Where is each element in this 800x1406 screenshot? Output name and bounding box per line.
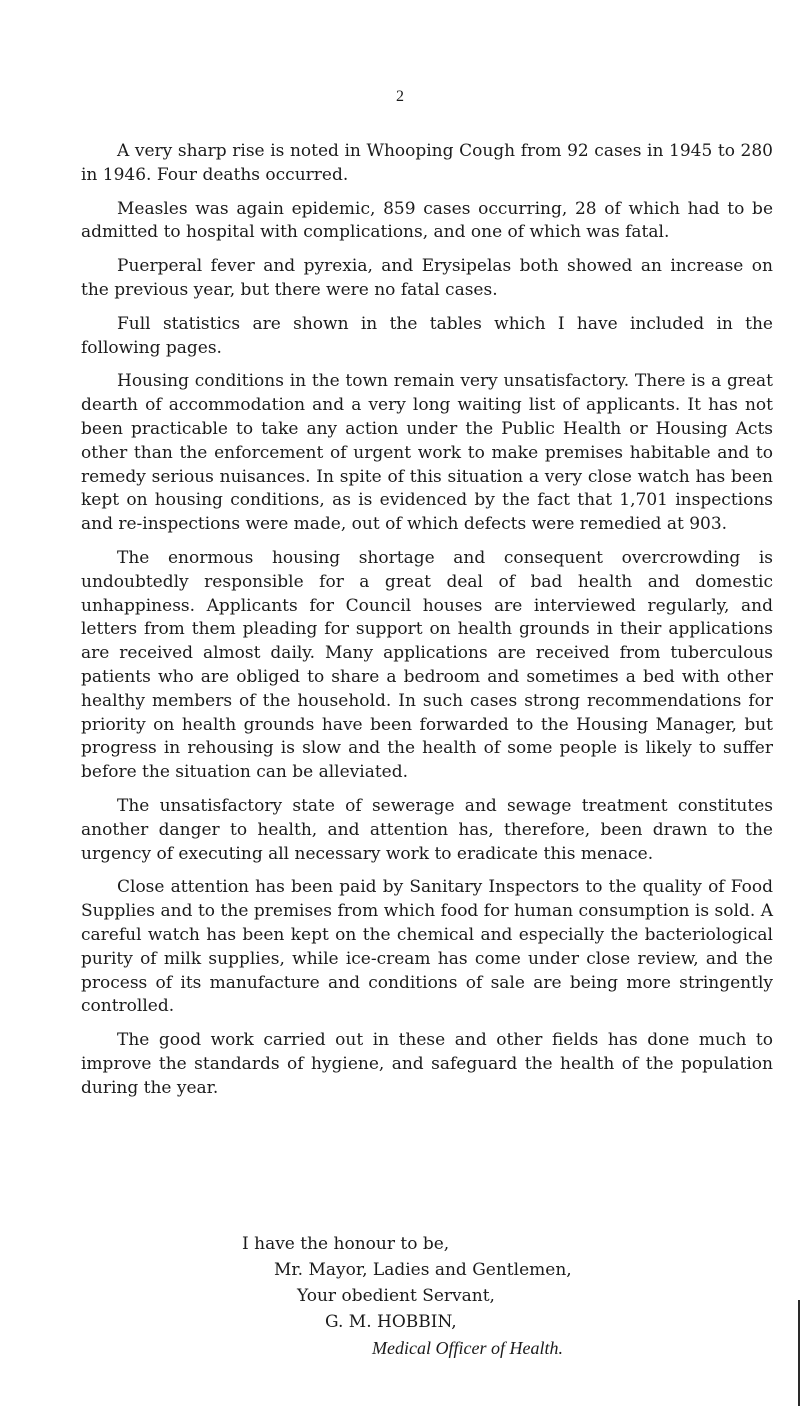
letter-body bbox=[81, 140, 773, 1110]
paragraph-housing-shortage: The enormous housing shortage and consequent overcrowding is undoubtedly responsible for a great deal of bad health and domestic unhappiness. Applicants for Council houses are interviewed regularly, and letters from them pleading for support on health grounds in their applications are received almost daily. Many applications are received from tuberculous patients who are obliged to share a bedroom and sometimes a bed with other healthy members of the household. In such cases strong recommendations for priority on health grounds have been forwarded to the Housing Manager, but progress in rehousing is slow and the health of some people is likely to suffer before the situation can be alleviated. bbox=[81, 547, 773, 783]
letter-closing bbox=[0, 1231, 800, 1361]
paragraph-good-work: The good work carried out in these and other fields has done much to improve the standards of hygiene, and safeguard the health of the population during the year. bbox=[81, 1030, 773, 1098]
signatory-title: Medical Officer of Health. bbox=[372, 1338, 563, 1358]
paragraph-housing-conditions: Housing conditions in the town remain very unsatisfactory. There is a great dearth of accommodation and a very long waiting list of applicants. It has not been practicable to take any action under the Public Health or Housing Acts other than the enforcement of urgent work to make premises habitable and to remedy serious nuisances. In spite of this situation a very close watch has been kept on housing conditions, as is evidenced by the fact that 1,701 inspections and re-inspections were made, out of which defects were remedied at 903. bbox=[81, 371, 773, 535]
paragraph-measles: Measles was again epidemic, 859 cases occurring, 28 of which had to be admitted to hospital with complications, and one of which was fatal. bbox=[81, 198, 773, 243]
closing-servant-line: Your obedient Servant, bbox=[297, 1286, 495, 1306]
paragraph-whooping-cough: A very sharp rise is noted in Whooping Cough from 92 cases in 1945 to 280 in 1946. Four deaths occurred. bbox=[81, 141, 773, 185]
paragraph-statistics: Full statistics are shown in the tables which I have included in the following pages. bbox=[81, 313, 773, 358]
paragraph-puerperal-fever: Puerperal fever and pyrexia, and Erysipelas both showed an increase on the previous year, but there were no fatal cases. bbox=[81, 256, 773, 300]
signatory-name: G. M. HOBBIN, bbox=[325, 1312, 457, 1332]
paragraph-sewerage: The unsatisfactory state of sewerage and sewage treatment constitutes another danger to health, and attention has, therefore, been drawn to the urgency of executing all necessary work to eradicate this menace. bbox=[81, 795, 773, 864]
paragraph-food-supplies: Close attention has been paid by Sanitary Inspectors to the quality of Food Supplies and to the premises from which food for human consumption is sold. A careful watch has been kept on the chemical and especially the bacteriological purity of milk supplies, while ice-cream has come under close review, and the process of its manufacture and conditions of sale are being more stringently controlled. bbox=[81, 877, 773, 1017]
closing-salutation-line: Mr. Mayor, Ladies and Gentlemen, bbox=[274, 1260, 572, 1280]
closing-honour-line: I have the honour to be, bbox=[242, 1234, 450, 1254]
page-number: 2 bbox=[396, 88, 404, 105]
